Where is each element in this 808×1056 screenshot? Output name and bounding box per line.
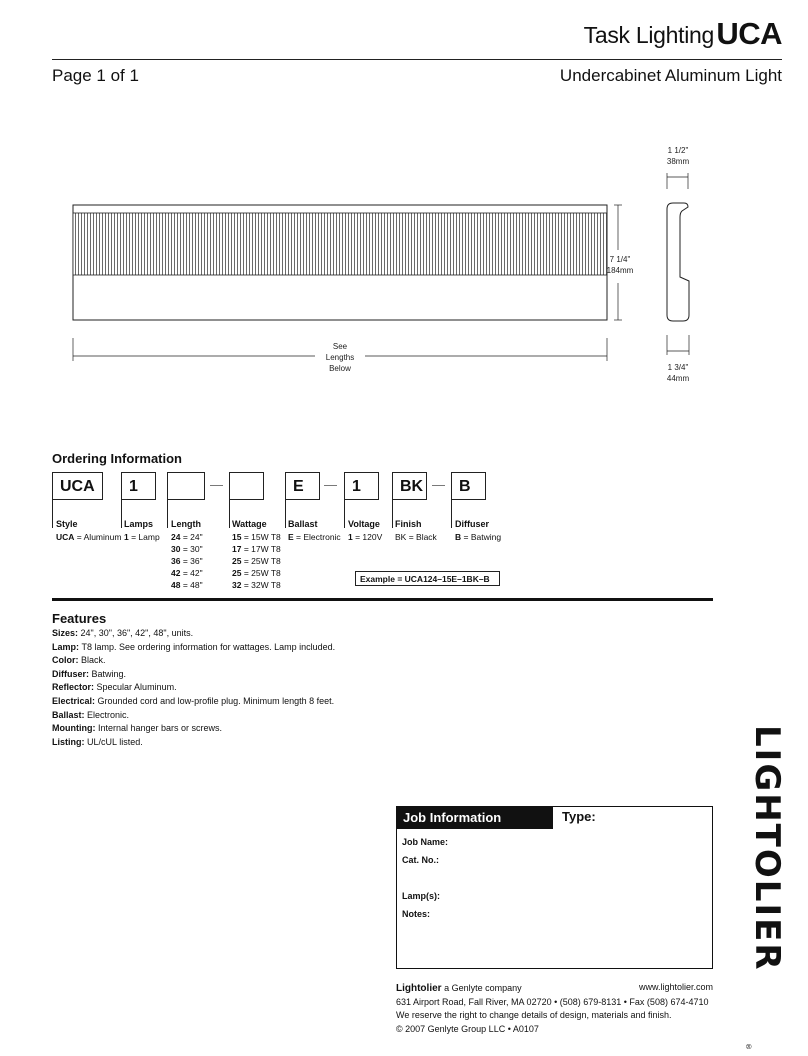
feature-item [52, 681, 335, 695]
feature-text: Internal hanger bars or screws. [98, 723, 223, 734]
option-code: 25 [232, 568, 242, 578]
option-code: 15 [232, 532, 242, 542]
reserve-notice: We reserve the right to change details of design, materials and finish. [396, 1010, 672, 1020]
dim-text: 1 1/2" [667, 146, 689, 155]
feature-label: Sizes: [52, 628, 79, 638]
column-header: Ballast [288, 519, 318, 529]
bottom-width-dimension [656, 362, 700, 384]
option-code: B [455, 532, 462, 542]
order-box-finish: BK [392, 472, 427, 500]
length-column [171, 518, 203, 591]
brand-suffix: a Genlyte company [441, 983, 522, 993]
column-header: Diffuser [455, 519, 490, 529]
feature-item [52, 709, 335, 723]
order-example: Example = UCA124–15E–1BK–B [355, 571, 500, 586]
order-box-length [167, 472, 205, 500]
dim-text: 184mm [606, 266, 634, 275]
option-text: = 120V [352, 532, 383, 542]
notes-field[interactable]: Notes: [402, 909, 431, 919]
style-column [56, 518, 121, 543]
option-code: 25 [232, 556, 242, 566]
feature-text: Black. [81, 655, 106, 666]
column-tick [167, 500, 168, 528]
job-information-box [396, 806, 713, 969]
column-tick [52, 500, 53, 528]
feature-item [52, 654, 335, 668]
option-text: = Lamp [128, 532, 160, 542]
column-header: Wattage [232, 519, 267, 529]
type-label: Type: [562, 809, 596, 824]
option-text: = 17W T8 [241, 544, 281, 554]
feature-label: Color: [52, 655, 79, 666]
feature-item [52, 668, 335, 682]
feature-text: 24", 30", 36", 42", 48", units. [80, 628, 194, 638]
features-list [52, 627, 335, 749]
wattage-column [232, 518, 281, 591]
option-text: = 36" [180, 556, 203, 566]
order-box-ballast: E [285, 472, 320, 500]
column-tick [392, 500, 393, 528]
lamps-field[interactable]: Lamp(s): [402, 891, 440, 901]
ordering-title: Ordering Information [52, 451, 182, 466]
features-title: Features [52, 611, 107, 626]
order-box-lamps: 1 [121, 472, 156, 500]
option-code: 1 [124, 532, 129, 542]
feature-label: Reflector: [52, 682, 95, 693]
column-header: Style [56, 519, 78, 529]
option-code: 24 [171, 532, 181, 542]
feature-label: Electrical: [52, 695, 96, 706]
brand-name: Lightolier [396, 983, 442, 994]
option-code: 17 [232, 544, 242, 554]
page-number: Page 1 of 1 [52, 66, 139, 85]
feature-item [52, 695, 335, 709]
option-text: = 24" [180, 532, 203, 542]
feature-item [52, 641, 335, 655]
finish-column [395, 518, 437, 543]
feature-text: Electronic. [87, 709, 130, 720]
order-box-diffuser: B [451, 472, 486, 500]
cat-no-field[interactable]: Cat. No.: [402, 855, 439, 865]
product-description: Undercabinet Aluminum Light [559, 66, 782, 85]
top-width-dimension [656, 145, 700, 167]
option-text: = Batwing [461, 532, 502, 542]
column-tick [451, 500, 452, 528]
order-dash: — [432, 477, 445, 492]
company-address: 631 Airport Road, Fall River, MA 02720 • (508) 679-8131 • Fax (508) 674-4710 [396, 996, 709, 1007]
feature-label: Ballast: [52, 709, 85, 720]
dim-text: 44mm [666, 374, 690, 383]
order-box-voltage: 1 [344, 472, 379, 500]
dim-text: 1 3/4" [667, 363, 689, 372]
column-tick [285, 500, 286, 528]
option-code: 1 [348, 532, 353, 542]
feature-label: Diffuser: [52, 668, 90, 679]
order-box-wattage [229, 472, 264, 500]
dim-text: See [332, 342, 348, 351]
diffuser-column [455, 518, 501, 543]
svg-text:®: ® [744, 1043, 752, 1050]
svg-text:LIGHTOLIER: LIGHTOLIER [747, 725, 787, 972]
option-text: = Electronic [293, 532, 341, 542]
option-text: = 48" [180, 580, 203, 590]
order-dash: — [210, 477, 223, 492]
option-text: = 25W T8 [241, 556, 281, 566]
job-name-field[interactable]: Job Name: [402, 837, 449, 847]
website-link[interactable]: www.lightolier.com [638, 982, 713, 992]
option-code: 36 [171, 556, 181, 566]
lamps-column [124, 518, 160, 543]
feature-text: Batwing. [91, 668, 127, 679]
feature-text: UL/cUL listed. [87, 736, 143, 747]
order-dash: — [324, 477, 337, 492]
option-code: UCA [56, 532, 75, 542]
feature-item [52, 722, 335, 736]
dim-text: Below [329, 364, 351, 373]
voltage-column [348, 518, 382, 543]
option-text: = 42" [180, 568, 203, 578]
option-text: = 30" [180, 544, 203, 554]
model-title: UCA [716, 16, 782, 51]
feature-text: Specular Aluminum. [96, 682, 177, 693]
option-text: = 32W T8 [241, 580, 281, 590]
option-code: 30 [171, 544, 181, 554]
ballast-column [288, 518, 341, 543]
feature-label: Lamp: [52, 641, 79, 652]
side-profile-drawing [660, 165, 700, 365]
feature-item [52, 627, 335, 641]
height-dimension-label [598, 254, 642, 276]
option-text: BK = Black [395, 532, 437, 542]
dim-text: 38mm [666, 157, 690, 166]
feature-label: Listing: [52, 736, 85, 747]
column-header: Voltage [348, 519, 380, 529]
column-tick [344, 500, 345, 528]
option-code: 32 [232, 580, 242, 590]
dim-text: Lengths [325, 353, 355, 362]
option-code: 48 [171, 580, 181, 590]
length-dimension-label [318, 341, 362, 374]
copyright: © 2007 Genlyte Group LLC • A0107 [396, 1023, 539, 1034]
category-title: Task Lighting [583, 22, 714, 48]
option-code: 42 [171, 568, 181, 578]
column-header: Lamps [124, 519, 154, 529]
option-text: = Aluminum [74, 532, 122, 542]
option-code: E [288, 532, 294, 542]
column-header: Finish [395, 519, 422, 529]
feature-label: Mounting: [52, 723, 96, 734]
column-tick [229, 500, 230, 528]
column-header: Length [171, 519, 201, 529]
dim-text: 7 1/4" [609, 255, 631, 264]
job-information-heading: Job Information [397, 807, 553, 829]
features-rule [52, 598, 713, 601]
order-box-style: UCA [52, 472, 103, 500]
feature-item [52, 736, 335, 750]
option-text: = 25W T8 [241, 568, 281, 578]
lightolier-logo [742, 725, 800, 1050]
header-rule [52, 59, 782, 60]
feature-text: T8 lamp. See ordering information for wattages. Lamp included. [81, 641, 336, 652]
option-text: = 15W T8 [241, 532, 281, 542]
feature-text: Grounded cord and low-profile plug. Minimum length 8 feet. [97, 695, 335, 706]
